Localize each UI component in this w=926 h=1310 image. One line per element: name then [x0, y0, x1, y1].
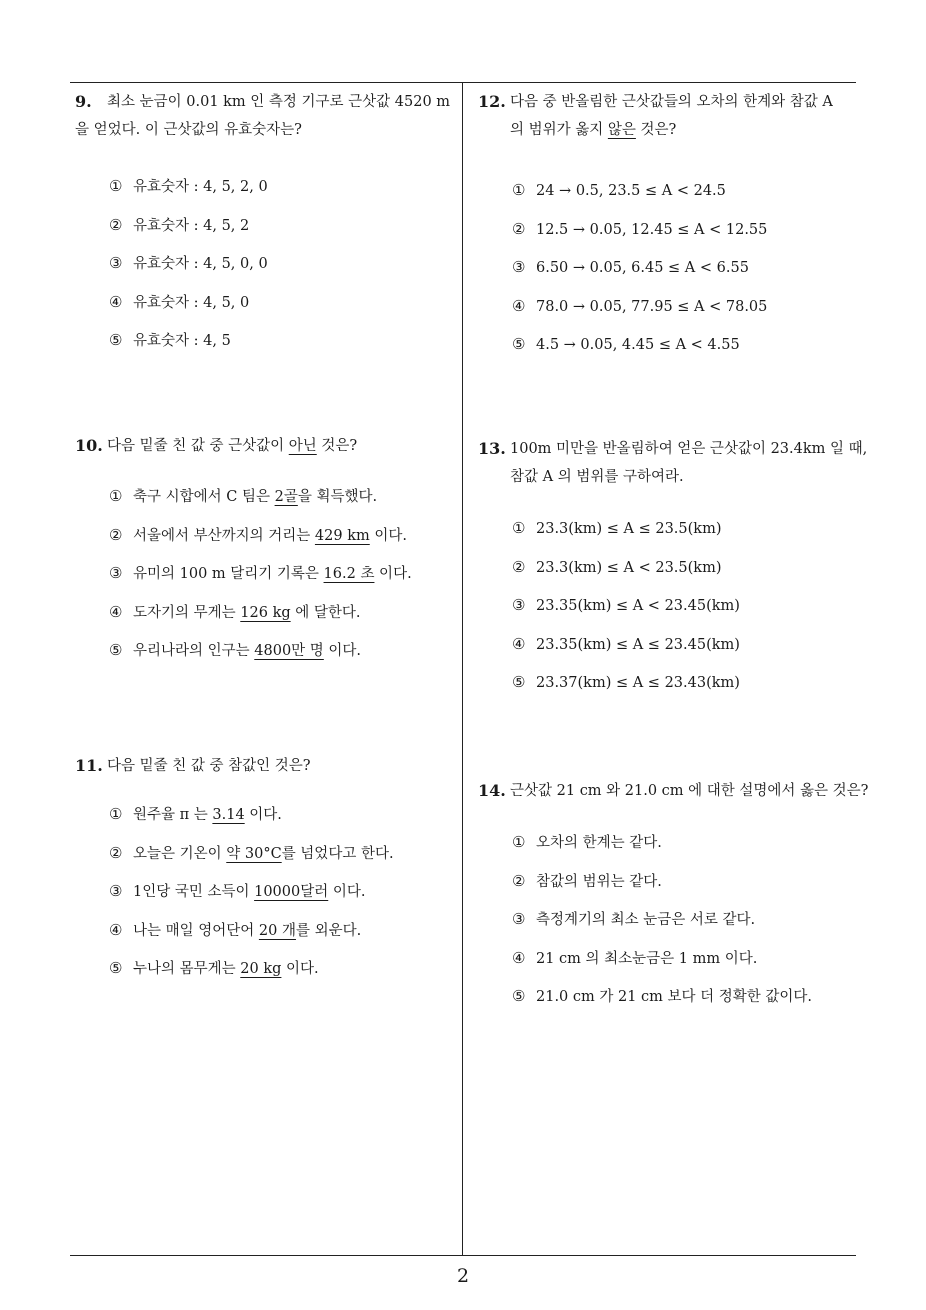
option-text: 6.50 → 0.05, 6.45 ≤ A < 6.55 — [536, 260, 749, 277]
question-number: 10. — [75, 436, 103, 455]
option-text: 4.5 → 0.05, 4.45 ≤ A < 4.55 — [536, 337, 740, 354]
option-2[interactable]: ② 23.3(km) ≤ A < 23.5(km) — [512, 557, 722, 576]
question-11 — [75, 752, 460, 988]
options-list — [109, 167, 460, 360]
question-text: 참값 A 의 범위를 구하여라. — [510, 469, 684, 485]
question-number: 14. — [478, 781, 506, 800]
options-list — [512, 509, 863, 702]
top-rule — [70, 82, 856, 83]
emphasis-underline: 않은 — [607, 122, 636, 138]
underlined-value: 2골 — [274, 489, 298, 505]
question-text: 최소 눈금이 0.01 km 인 측정 기구로 근삿값 4520 m — [107, 94, 451, 110]
question-number: 9. — [75, 92, 92, 111]
option-3[interactable]: ③ 유미의 100 m 달리기 기록은 16.2 초 이다. — [109, 564, 412, 583]
option-text: 24 → 0.5, 23.5 ≤ A < 24.5 — [536, 183, 726, 199]
option-1[interactable]: ① 오차의 한계는 같다. — [512, 833, 662, 851]
underlined-value: 429 km — [314, 527, 370, 544]
option-5[interactable]: ⑤ 누나의 몸무게는 20 kg 이다. — [109, 959, 319, 978]
option-5[interactable]: ⑤ 유효숫자 : 4, 5 — [109, 331, 231, 350]
option-3[interactable]: ③ 23.35(km) ≤ A < 23.45(km) — [512, 596, 740, 615]
question-text: 다음 밑줄 친 값 중 참값인 것은? — [107, 758, 311, 774]
question-text: 다음 중 반올림한 근삿값들의 오차의 한계와 참값 A — [510, 94, 833, 110]
options-list — [512, 171, 863, 364]
question-13-stem — [478, 435, 868, 491]
underlined-value: 16.2 초 — [323, 566, 375, 583]
option-text: 참값의 범위는 같다. — [536, 873, 662, 890]
question-number: 11. — [75, 756, 103, 775]
underlined-value: 10000달러 — [254, 884, 329, 901]
option-5[interactable]: ⑤ 우리나라의 인구는 4800만 명 이다. — [109, 641, 362, 660]
option-2[interactable]: ② 참값의 범위는 같다. — [512, 871, 662, 890]
page-number: 2 — [456, 1265, 470, 1287]
option-text: 유효숫자 : 4, 5, 2, 0 — [133, 179, 268, 195]
option-1[interactable]: ① 24 → 0.5, 23.5 ≤ A < 24.5 — [512, 181, 726, 199]
option-text: 23.37(km) ≤ A ≤ 23.43(km) — [536, 675, 740, 692]
options-list — [512, 823, 863, 1016]
options-list — [109, 477, 460, 670]
underlined-value: 4800만 명 — [254, 643, 324, 660]
underlined-value: 3.14 — [212, 807, 245, 823]
question-9 — [75, 88, 460, 360]
option-2[interactable]: ② 유효숫자 : 4, 5, 2 — [109, 215, 250, 234]
question-13 — [478, 435, 868, 702]
option-4[interactable]: ④ 나는 매일 영어단어 20 개를 외운다. — [109, 920, 362, 939]
question-text: 을 얻었다. 이 근삿값의 유효숫자는? — [75, 122, 302, 138]
option-text: 23.3(km) ≤ A < 23.5(km) — [536, 559, 722, 576]
question-14-stem — [478, 777, 869, 805]
question-number: 13. — [478, 439, 506, 458]
question-text: 100m 미만을 반올림하여 얻은 근삿값이 23.4km 일 때, — [510, 441, 868, 457]
question-text: 다음 밑줄 친 값 중 근삿값이 아닌 것은? — [107, 438, 358, 454]
option-3[interactable]: ③ 6.50 → 0.05, 6.45 ≤ A < 6.55 — [512, 258, 749, 277]
option-text: 78.0 → 0.05, 77.95 ≤ A < 78.05 — [536, 298, 768, 315]
emphasis-underline: 아닌 — [288, 438, 317, 454]
options-list — [109, 795, 460, 988]
option-2[interactable]: ② 서울에서 부산까지의 거리는 429 km 이다. — [109, 525, 407, 544]
option-text: 23.3(km) ≤ A ≤ 23.5(km) — [536, 521, 722, 537]
option-text: 23.35(km) ≤ A ≤ 23.45(km) — [536, 636, 740, 653]
option-text: 오차의 한계는 같다. — [536, 835, 662, 851]
option-text: 유효숫자 : 4, 5, 2 — [133, 217, 250, 234]
option-text: 12.5 → 0.05, 12.45 ≤ A < 12.55 — [536, 221, 768, 238]
question-9-stem — [75, 88, 460, 144]
option-1[interactable]: ① 축구 시합에서 C 팀은 2골을 획득했다. — [109, 487, 378, 505]
option-text: 유효숫자 : 4, 5, 0, 0 — [133, 256, 268, 273]
option-4[interactable]: ④ 23.35(km) ≤ A ≤ 23.45(km) — [512, 634, 740, 653]
bottom-rule — [70, 1255, 856, 1256]
question-number: 12. — [478, 92, 506, 111]
underlined-value: 20 개 — [258, 922, 296, 939]
question-11-stem — [75, 752, 460, 780]
option-1[interactable]: ① 23.3(km) ≤ A ≤ 23.5(km) — [512, 519, 722, 537]
underlined-value: 약 30°C — [226, 845, 282, 862]
option-text: 측정계기의 최소 눈금은 서로 같다. — [536, 912, 756, 929]
option-1[interactable]: ① 유효숫자 : 4, 5, 2, 0 — [109, 177, 268, 195]
question-10-stem — [75, 432, 460, 460]
option-4[interactable]: ④ 78.0 → 0.05, 77.95 ≤ A < 78.05 — [512, 296, 768, 315]
option-5[interactable]: ⑤ 23.37(km) ≤ A ≤ 23.43(km) — [512, 673, 740, 692]
underlined-value: 20 kg — [240, 961, 282, 978]
option-3[interactable]: ③ 1인당 국민 소득이 10000달러 이다. — [109, 882, 366, 901]
option-4[interactable]: ④ 21 cm 의 최소눈금은 1 mm 이다. — [512, 948, 758, 967]
option-3[interactable]: ③ 측정계기의 최소 눈금은 서로 같다. — [512, 910, 756, 929]
question-14 — [478, 777, 869, 1016]
option-text: 23.35(km) ≤ A < 23.45(km) — [536, 598, 740, 615]
column-divider — [462, 82, 463, 1255]
option-1[interactable]: ① 원주율 π 는 3.14 이다. — [109, 805, 282, 823]
option-2[interactable]: ② 오늘은 기온이 약 30°C를 넘었다고 한다. — [109, 843, 394, 862]
option-4[interactable]: ④ 유효숫자 : 4, 5, 0 — [109, 292, 250, 311]
option-3[interactable]: ③ 유효숫자 : 4, 5, 0, 0 — [109, 254, 268, 273]
question-text: 의 범위가 옳지 않은 것은? — [510, 122, 677, 138]
option-text: 유효숫자 : 4, 5, 0 — [133, 294, 250, 311]
option-5[interactable]: ⑤ 4.5 → 0.05, 4.45 ≤ A < 4.55 — [512, 335, 740, 354]
option-text: 유효숫자 : 4, 5 — [133, 333, 231, 350]
option-text: 21 cm 의 최소눈금은 1 mm 이다. — [536, 950, 758, 967]
question-text: 근삿값 21 cm 와 21.0 cm 에 대한 설명에서 옳은 것은? — [510, 783, 869, 799]
option-5[interactable]: ⑤ 21.0 cm 가 21 cm 보다 더 정확한 값이다. — [512, 987, 813, 1006]
option-text: 21.0 cm 가 21 cm 보다 더 정확한 값이다. — [536, 989, 813, 1006]
option-2[interactable]: ② 12.5 → 0.05, 12.45 ≤ A < 12.55 — [512, 219, 768, 238]
question-10 — [75, 432, 460, 670]
question-12 — [478, 88, 863, 364]
question-12-stem — [478, 88, 863, 144]
underlined-value: 126 kg — [240, 604, 291, 621]
option-4[interactable]: ④ 도자기의 무게는 126 kg 에 달한다. — [109, 602, 361, 621]
